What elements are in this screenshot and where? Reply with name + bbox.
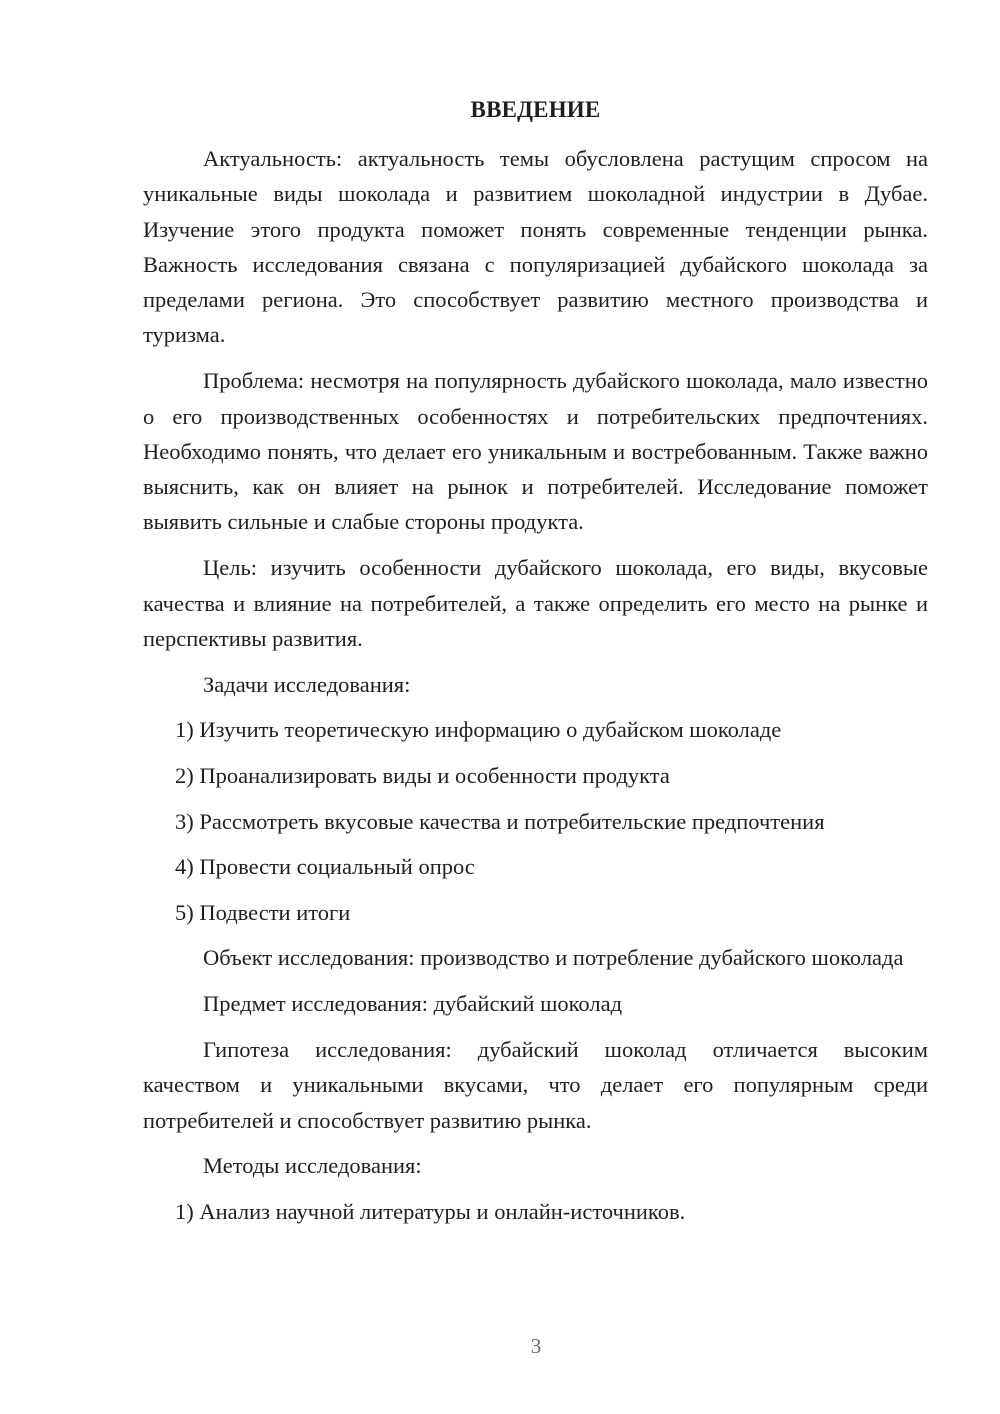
subject-paragraph: Предмет исследования: дубайский шоколад (203, 991, 623, 1017)
list-item: 3) Рассмотреть вкусовые качества и потребительские предпочтения (175, 808, 825, 834)
hypothesis-paragraph: Гипотеза исследования: дубайский шоколад отличается высоким качеством и уникальными вкусами, что делает его популярным среди потребителей и способствует развитию рынка. (143, 1037, 928, 1133)
list-item: 5) Подвести итоги (175, 899, 351, 925)
page-number: 3 (530, 1334, 542, 1358)
problem-paragraph: Проблема: несмотря на популярность дубайского шоколада, мало известно о его производственных особенностях и потребительских предпочтениях. Необходимо понять, что делает его уникальным и востребованным. Также важно выяснить, как он влияет на рынок и потребителей. Исследование поможет выявить сильные и слабые стороны продукта. (143, 368, 928, 535)
relevance-paragraph: Актуальность: актуальность темы обусловлена растущим спросом на уникальные виды шоколада и развитием шоколадной индустрии в Дубае. Изучение этого продукта поможет понять современные тенденции рынка. Важность исследования связана с популяризацией дубайского шоколада за пределами региона. Это способствует развитию местного производства и туризма. (143, 146, 928, 348)
document-page (143, 92, 928, 1240)
list-item: 1) Анализ научной литературы и онлайн-источников. (175, 1199, 686, 1225)
list-item: 1) Изучить теоретическую информацию о дубайском шоколаде (175, 717, 782, 743)
object-paragraph: Объект исследования: производство и потребление дубайского шоколада (203, 945, 904, 971)
page-title: ВВЕДЕНИЕ (470, 97, 601, 122)
goal-paragraph: Цель: изучить особенности дубайского шоколада, его виды, вкусовые качества и влияние на потребителей, а также определить его место на рынке и перспективы развития. (143, 555, 928, 651)
methods-list (143, 1194, 928, 1229)
list-item: 2) Проанализировать виды и особенности продукта (175, 763, 670, 789)
tasks-title: Задачи исследования: (203, 671, 411, 697)
methods-title: Методы исследования: (203, 1153, 422, 1179)
list-item: 4) Провести социальный опрос (175, 854, 475, 880)
tasks-list (143, 712, 928, 930)
